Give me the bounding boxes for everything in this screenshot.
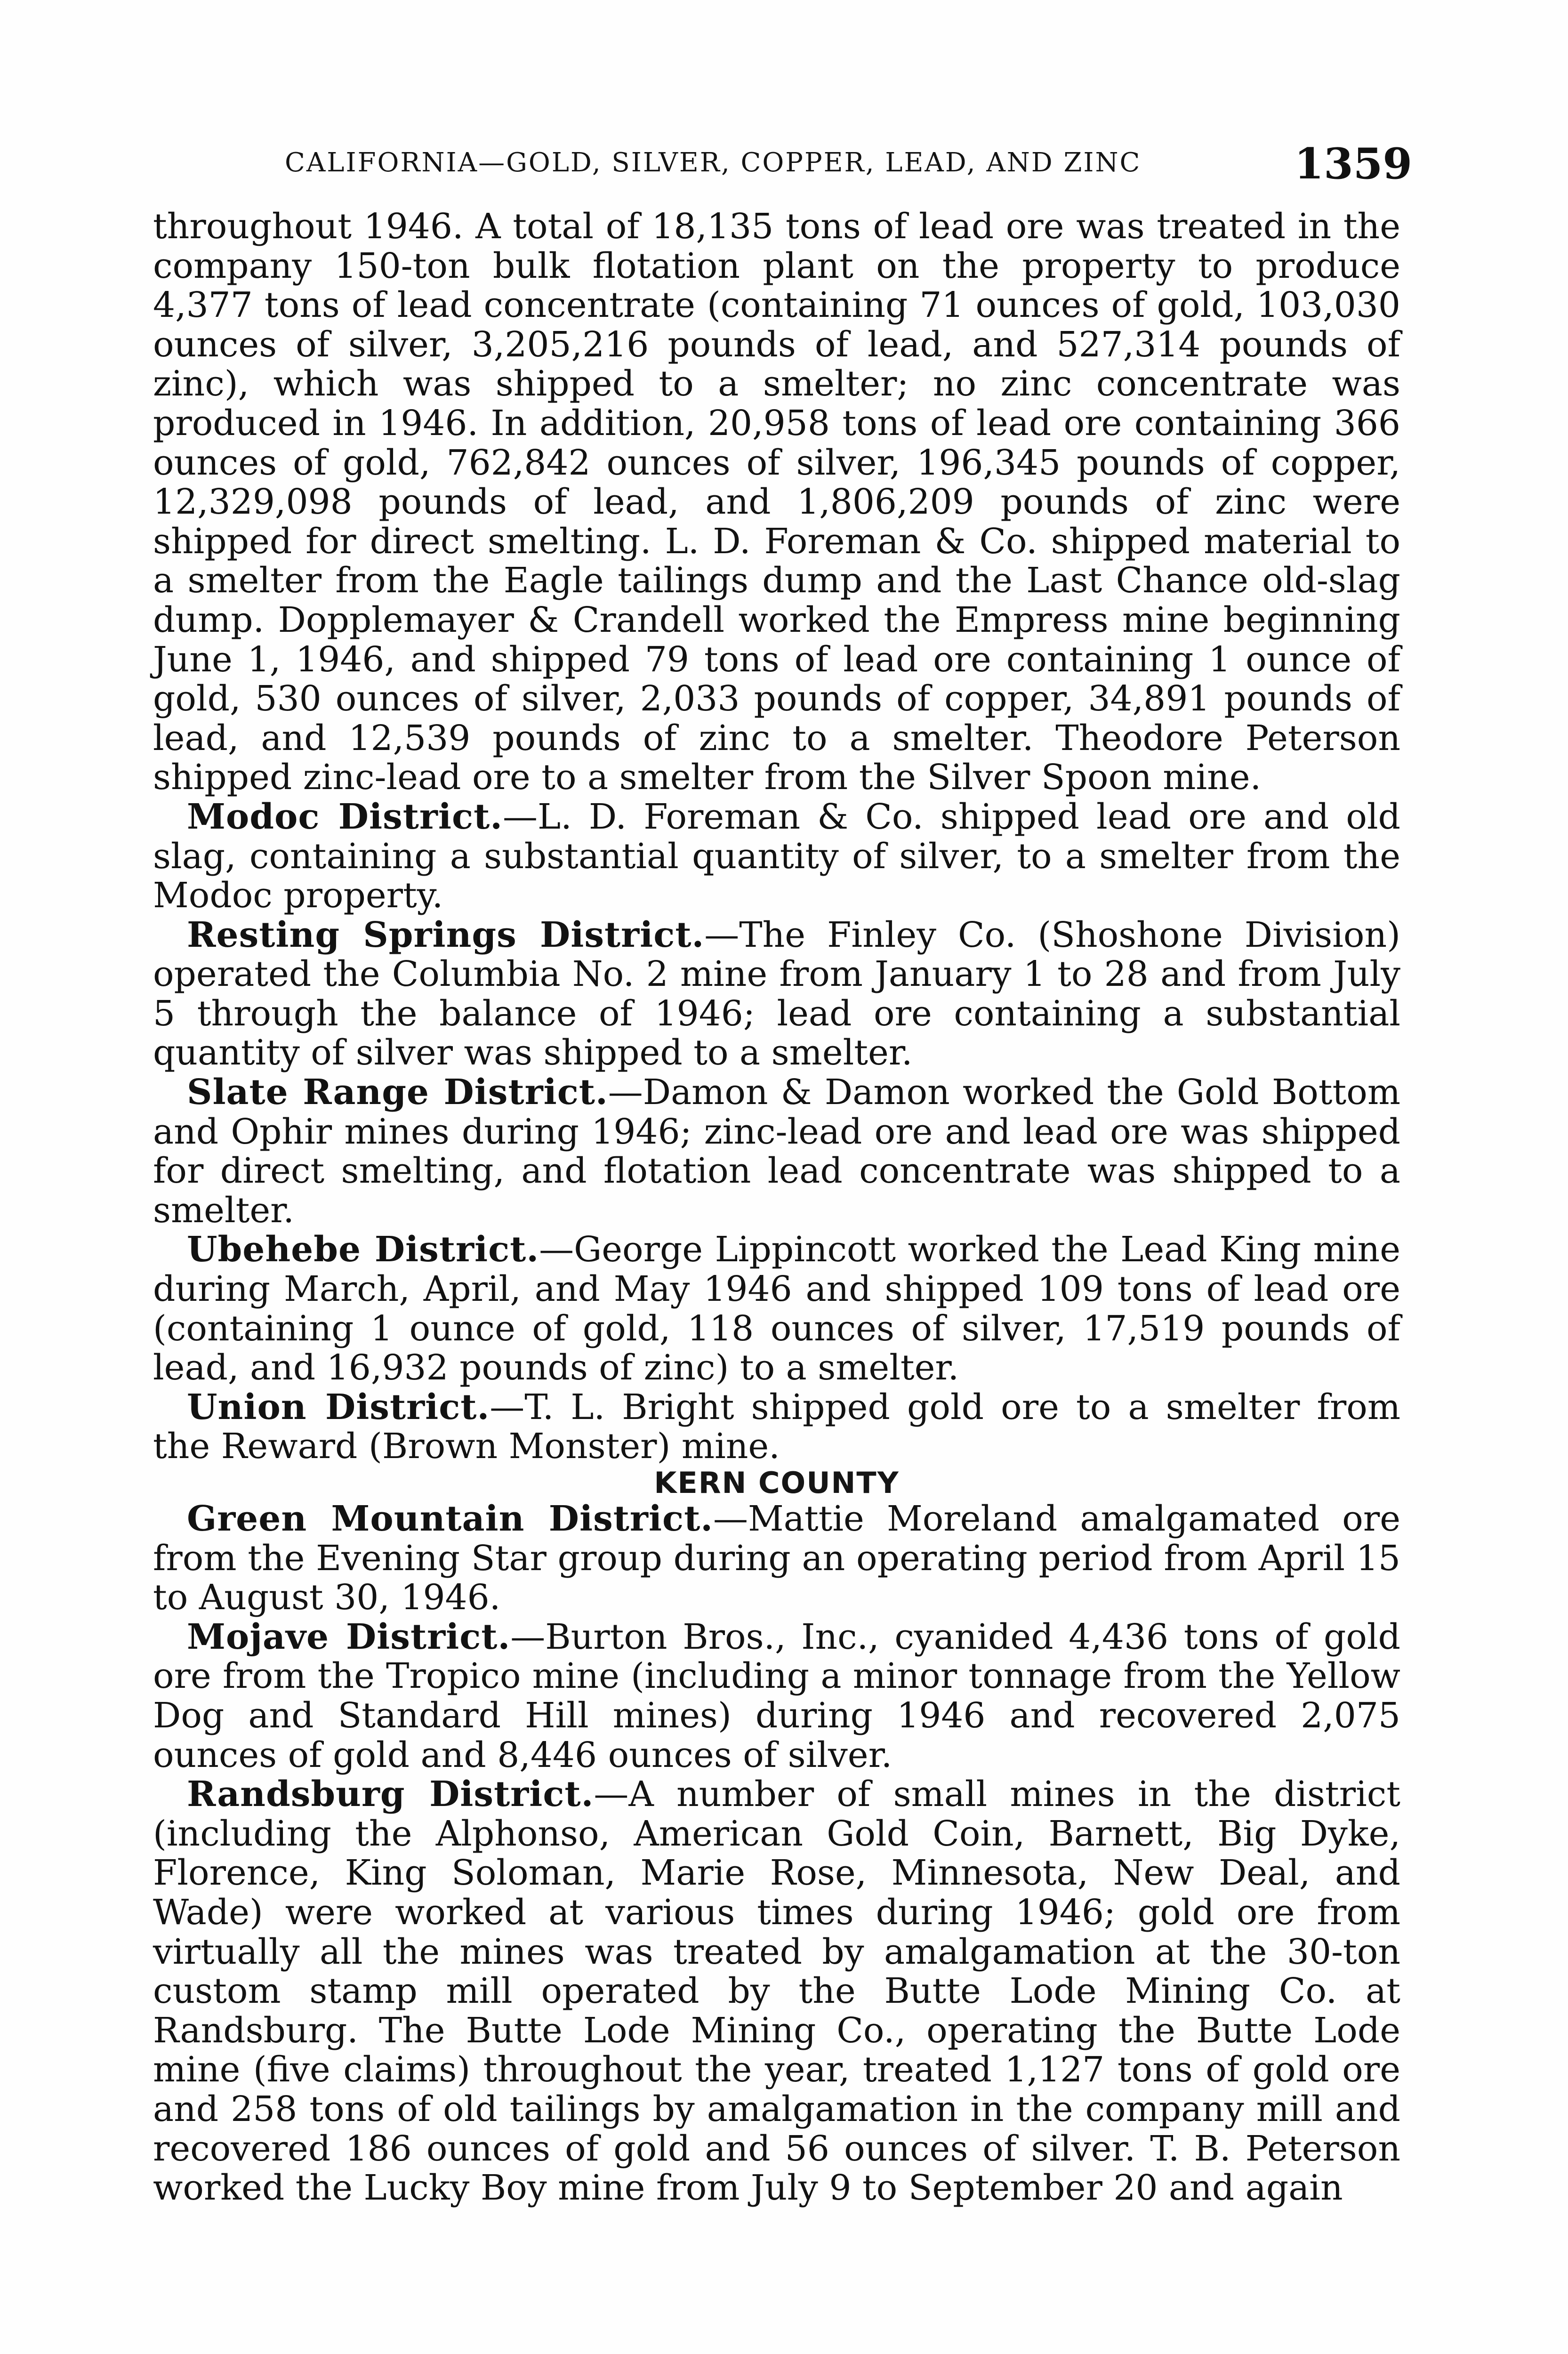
district-name: Union District. [187,1387,490,1427]
running-head [285,139,1443,195]
paragraph-text: throughout 1946. A total of 18,135 tons of lead ore was treated in the company 150-ton bulk flotation plant on the property to produce 4,377 tons of lead concentrate (containing 71 ounces of gold, 103,030 ounces of silver, 3,205,216 pounds of lead, and 527,314 pounds of zinc), which was shipped to a smelter; no zinc concentrate was produced in 1946. In addition, 20,958 tons of lead ore containing 366 ounces of gold, 762,842 ounces of silver, 196,345 pounds of copper, 12,329,098 pounds of lead, and 1,806,209 pounds of zinc were shipped for direct smelting. L. D. Foreman & Co. shipped material to a smelter from the Eagle tailings dump and the Last Chance old-slag dump. Dopplemayer & Crandell worked the Empress mine beginning June 1, 1946, and shipped 79 tons of lead ore containing 1 ounce of gold, 530 ounces of silver, 2,033 pounds of copper, 34,891 pounds of lead, and 12,539 pounds of zinc to a smelter. Theodore Peterson shipped zinc-lead ore to a smelter from the Silver Spoon mine. [153,206,1400,798]
paragraph-text: —A number of small mines in the district (including the Alphonso, American Gold Coin, Barnett, Big Dyke, Florence, King Soloman, Marie Rose, Minnesota, New Deal, and Wade) were worked at various times during 1946; gold ore from virtually all the mines was treated by amalgamation at the 30-ton custom stamp mill operated by the Butte Lode Mining Co. at Randsburg. The Butte Lode Mining Co., operating the Butte Lode mine (five claims) throughout the year, treated 1,127 tons of gold ore and 258 tons of old tailings by amalgamation in the company mill and recovered 186 ounces of gold and 56 ounces of silver. T. B. Peterson worked the Lucky Boy mine from July 9 to September 20 and again [153,1774,1400,2209]
district-name: Slate Range District. [187,1072,608,1113]
paragraph-slate-range-district [153,1073,1400,1230]
paragraph-modoc-district [153,798,1400,916]
paragraph-text: —Damon & Damon worked the Gold Bottom and Ophir mines during 1946; zinc-lead ore and lead ore was shipped for direct smelting, and flotation lead concentrate was shipped to a smelter. [153,1072,1400,1231]
paragraph-text: —Mattie Moreland amalgamated ore from the Evening Star group during an operating period from April 15 to August 30, 1946. [153,1499,1400,1618]
paragraph-union-district [153,1388,1400,1467]
section-heading-kern-county: KERN COUNTY [654,1466,900,1500]
paragraph-text: —L. D. Foreman & Co. shipped lead ore and old slag, containing a substantial quantity of silver, to a smelter from the Modoc property. [153,796,1401,916]
paragraph-text: —T. L. Bright shipped gold ore to a smelter from the Reward (Brown Monster) mine. [153,1387,1400,1467]
district-name: Modoc District. [187,796,503,837]
running-title: CALIFORNIA—GOLD, SILVER, COPPER, LEAD, AND ZINC [285,147,1142,178]
paragraph-randsburg-district [153,1775,1400,2208]
district-name: Green Mountain District. [187,1499,714,1539]
district-name: Mojave District. [187,1616,511,1657]
paragraph-ubehebe-district [153,1230,1400,1387]
body-text [153,207,1400,2208]
district-name: Ubehebe District. [187,1229,539,1270]
paragraph-resting-springs-district [153,916,1400,1073]
paragraph-text: —Burton Bros., Inc., cyanided 4,436 tons of gold ore from the Tropico mine (including a minor tonnage from the Yellow Dog and Standard Hill mines) during 1946 and recovered 2,075 ounces of gold and 8,446 ounces of silver. [153,1616,1401,1775]
district-name: Resting Springs District. [187,914,705,955]
paragraph-green-mountain-district [153,1499,1400,1618]
paragraph-continuation [153,207,1400,798]
page-number: 1359 [1294,139,1412,189]
paragraph-mojave-district [153,1618,1400,1775]
district-name: Randsburg District. [187,1774,594,1815]
paragraph-text: —The Finley Co. (Shoshone Division) operated the Columbia No. 2 mine from January 1 to 28 and from July 5 through the balance of 1946; lead ore containing a substantial quantity of silver was shipped to a smelter. [153,914,1400,1073]
paragraph-text: —George Lippincott worked the Lead King mine during March, April, and May 1946 and shipped 109 tons of lead ore (containing 1 ounce of gold, 118 ounces of silver, 17,519 pounds of lead, and 16,932 pounds of zinc) to a smelter. [153,1229,1401,1388]
